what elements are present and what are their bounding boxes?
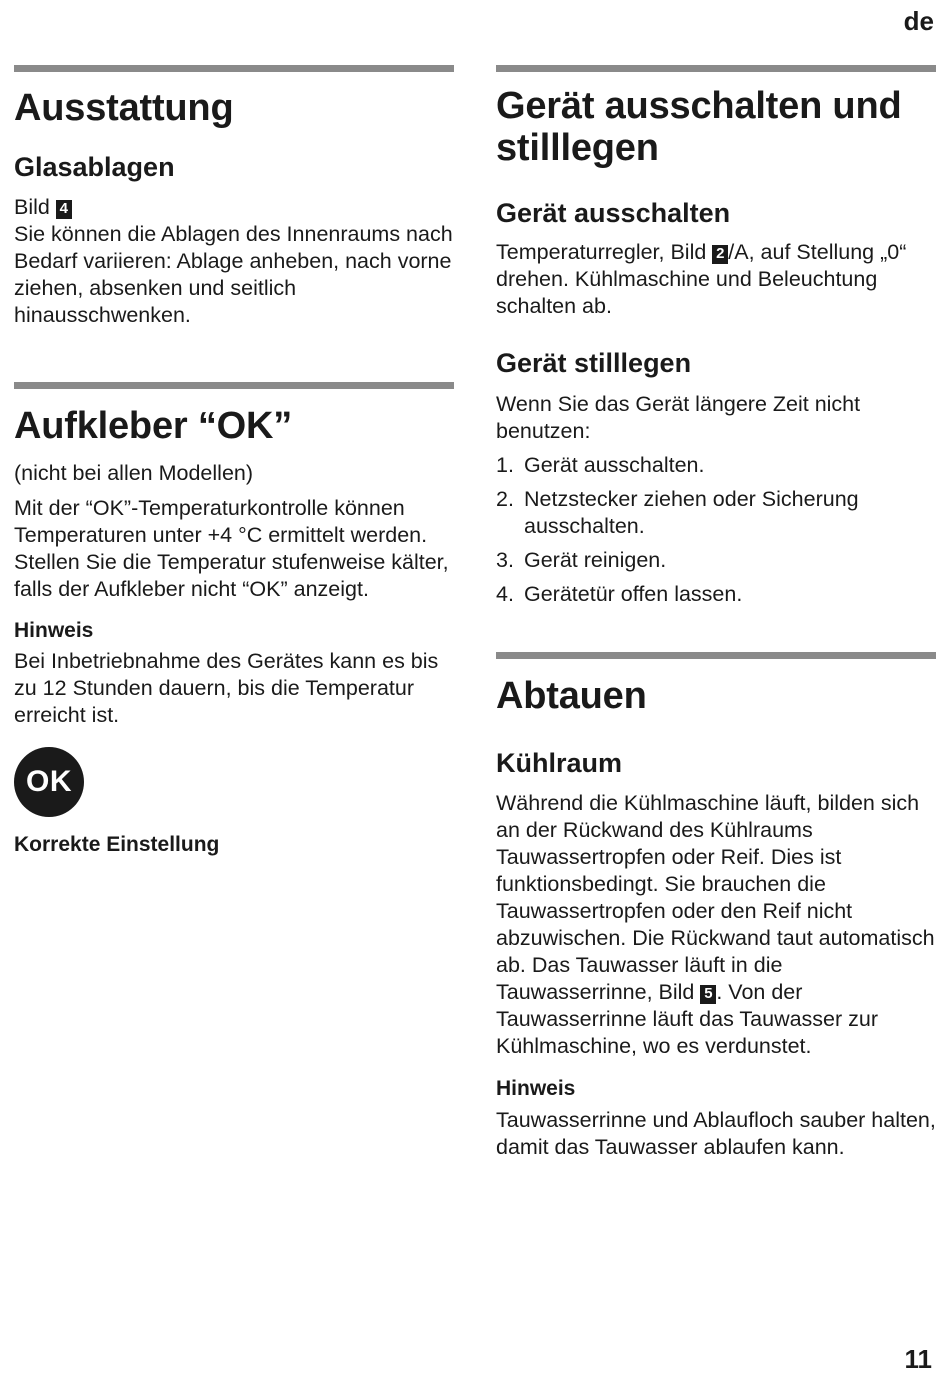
language-label: de	[903, 6, 934, 36]
figure-number-badge: 2	[712, 245, 728, 264]
subsection-title-glasablagen: Glasablagen	[14, 152, 175, 182]
paragraph-text: . Von der Tauwasserrinne läuft das Tauwasser zur Kühlmaschine, wo es verdunstet.	[496, 980, 879, 1058]
list-item	[496, 581, 936, 608]
list-item	[496, 547, 936, 574]
glasablagen-paragraph: Sie können die Ablagen des Innenraums nach Bedarf variieren: Ablage anheben, nach vorne ziehen, absenken und seitlich hinausschwenken.	[14, 222, 453, 327]
hinweis-paragraph: Tauwasserrinne und Ablaufloch sauber halten, damit das Tauwasser ablaufen kann.	[496, 1108, 936, 1159]
section-rule	[496, 652, 936, 659]
figure-number-badge: 4	[56, 200, 72, 219]
ok-caption: Korrekte Einstellung	[14, 833, 220, 856]
hinweis-paragraph: Bei Inbetriebnahme des Gerätes kann es bis zu 12 Stunden dauern, bis die Temperatur erreicht ist.	[14, 649, 439, 727]
subsection-title-kuehlraum: Kühlraum	[496, 748, 623, 778]
list-text: Gerät ausschalten.	[524, 453, 705, 477]
list-number: 3.	[496, 548, 514, 572]
right-column	[496, 65, 936, 1161]
subsection-title-ausschalten: Gerät ausschalten	[496, 198, 731, 228]
page-number: 11	[904, 1344, 932, 1374]
list-item	[496, 486, 936, 540]
subsection-title-stilllegen: Gerät stilllegen	[496, 348, 692, 378]
list-number: 4.	[496, 582, 514, 606]
left-column	[14, 65, 454, 858]
ok-paragraph: Mit der “OK”-Temperaturkontrolle können Temperaturen unter +4 °C ermittelt werden. Stellen Sie die Temperatur stufenweise kälter, falls der Aufkleber nicht “OK” anzeigt.	[14, 496, 449, 601]
paragraph-text: /A, auf Stellung „0“ drehen. Kühlmaschine und Beleuchtung schalten ab.	[496, 240, 907, 318]
section-title-ausschalten-stilllegen: Gerät ausschalten und stilllegen	[496, 85, 902, 169]
ausschalten-paragraph	[496, 239, 936, 320]
section-rule	[496, 65, 936, 72]
stilllegen-steps-list	[496, 452, 936, 608]
paragraph-text: Temperaturregler, Bild	[496, 240, 713, 264]
list-text: Netzstecker ziehen oder Sicherung ausschalten.	[524, 487, 859, 538]
list-number: 2.	[496, 487, 514, 511]
figure-number-badge: 5	[700, 985, 716, 1004]
section-rule	[14, 382, 454, 389]
section-title-aufkleber-ok: Aufkleber “OK”	[14, 405, 293, 447]
abtauen-paragraph	[496, 790, 936, 1060]
section-title-abtauen: Abtauen	[496, 675, 647, 717]
figure-reference	[14, 194, 454, 221]
stilllegen-paragraph: Wenn Sie das Gerät längere Zeit nicht benutzen:	[496, 392, 861, 443]
model-note: (nicht bei allen Modellen)	[14, 461, 254, 485]
section-title-ausstattung: Ausstattung	[14, 87, 234, 129]
list-item	[496, 452, 936, 479]
ok-sticker-icon: OK	[14, 747, 84, 817]
hinweis-heading: Hinweis	[14, 619, 94, 642]
figure-label: Bild	[14, 195, 50, 219]
list-text: Gerät reinigen.	[524, 548, 667, 572]
list-number: 1.	[496, 453, 514, 477]
section-rule	[14, 65, 454, 72]
list-text: Gerätetür offen lassen.	[524, 582, 743, 606]
paragraph-text: Während die Kühlmaschine läuft, bilden sich an der Rückwand des Kühlraums Tauwassertropfen oder Reif. Dies ist funktionsbedingt. Sie brauchen die Tauwassertropfen oder den Reif nicht abzuwischen. Die Rückwand taut automatisch ab. Das Tauwasser läuft in die Tauwasserrinne, Bild	[496, 791, 935, 1004]
hinweis-heading: Hinweis	[496, 1077, 576, 1100]
